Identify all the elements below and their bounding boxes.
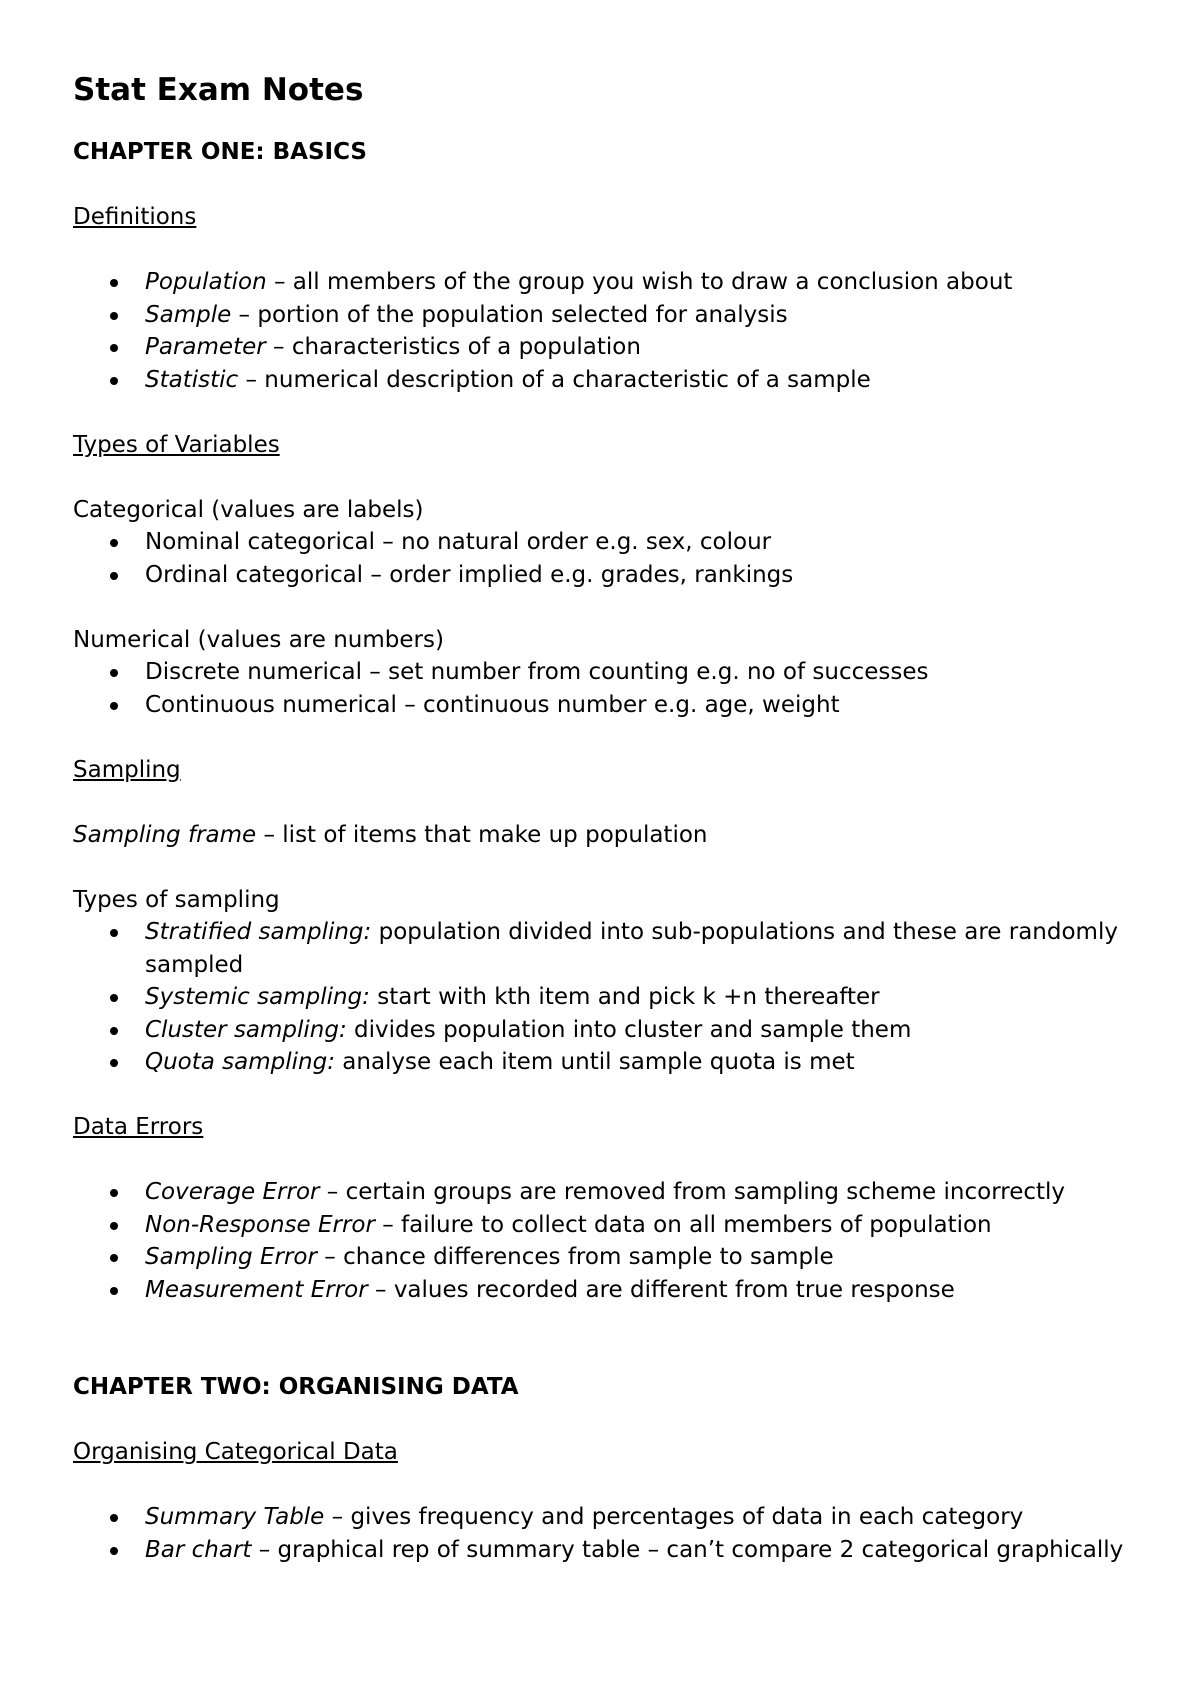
description: – graphical rep of summary table – can’t compare 2 categorical graphically: [251, 1536, 1124, 1563]
term: Population: [145, 269, 267, 295]
description: population divided into sub-populations and these are randomly sampled: [145, 919, 1118, 978]
description: – chance differences from sample to sample: [316, 1244, 834, 1270]
errors-list: [73, 1176, 1153, 1306]
term: Systemic sampling:: [145, 984, 370, 1010]
description: – all members of the group you wish to draw a conclusion about: [266, 269, 1013, 295]
list-item: [73, 1014, 1153, 1047]
term: Sample: [145, 301, 232, 328]
definitions-list: [73, 266, 1153, 396]
numerical-label: Numerical (values are numbers): [73, 626, 444, 653]
description: – numerical description of a characteristic of a sample: [238, 366, 871, 393]
sampling-frame: [73, 819, 1153, 852]
list-item: [73, 331, 1153, 364]
term: Quota sampling:: [145, 1049, 335, 1075]
term: Sampling frame: [73, 821, 257, 848]
term: Cluster sampling:: [145, 1016, 347, 1043]
list-item: [73, 1274, 1153, 1307]
description: start with kth item and pick k +n thereafter: [369, 984, 880, 1010]
description: – portion of the population selected for analysis: [231, 301, 788, 328]
list-item: [73, 1209, 1153, 1242]
list-item: [73, 1241, 1153, 1274]
list-item: [73, 364, 1153, 397]
term: Parameter: [145, 334, 266, 360]
list-item: Nominal categorical – no natural order e.g. sex, colour: [73, 526, 1153, 559]
list-item: [73, 1501, 1153, 1534]
list-item: [73, 916, 1153, 981]
description: – characteristics of a population: [265, 334, 641, 360]
term: Statistic: [145, 366, 239, 393]
description: – gives frequency and percentages of data in each category: [324, 1504, 1024, 1530]
list-item: Discrete numerical – set number from counting e.g. no of successes: [73, 656, 1153, 689]
description: divides population into cluster and sample them: [346, 1016, 912, 1043]
sampling-list: [73, 916, 1153, 1079]
term: Summary Table: [145, 1504, 325, 1530]
description: – list of items that make up population: [256, 821, 708, 848]
term: Coverage Error: [145, 1179, 320, 1205]
list-item: Ordinal categorical – order implied e.g. grades, rankings: [73, 559, 1153, 592]
term: Measurement Error: [145, 1276, 368, 1303]
list-item: Continuous numerical – continuous number e.g. age, weight: [73, 689, 1153, 722]
chapter-two-heading: CHAPTER TWO: ORGANISING DATA: [73, 1374, 519, 1400]
term: Non-Response Error: [145, 1211, 375, 1238]
term: Bar chart: [145, 1536, 252, 1563]
description: – certain groups are removed from sampling scheme incorrectly: [319, 1179, 1066, 1205]
term: Stratified sampling:: [145, 919, 372, 945]
categorical-list: [73, 526, 1153, 591]
term: Sampling Error: [145, 1244, 317, 1270]
chapter-one-heading: CHAPTER ONE: BASICS: [73, 139, 367, 165]
organising-categorical-list: [73, 1501, 1153, 1566]
list-item: [73, 266, 1153, 299]
data-errors-heading: Data Errors: [73, 1114, 204, 1140]
sampling-types-label: Types of sampling: [73, 886, 280, 913]
list-item: [73, 1046, 1153, 1079]
categorical-label: Categorical (values are labels): [73, 496, 424, 523]
description: analyse each item until sample quota is met: [334, 1049, 855, 1075]
variables-heading: Types of Variables: [73, 431, 280, 458]
sampling-heading: Sampling: [73, 756, 181, 783]
list-item: [73, 1176, 1153, 1209]
description: – values recorded are different from true response: [367, 1276, 955, 1303]
numerical-list: [73, 656, 1153, 721]
list-item: [73, 299, 1153, 332]
list-item: [73, 981, 1153, 1014]
list-item: [73, 1534, 1153, 1567]
organising-categorical-heading: Organising Categorical Data: [73, 1439, 398, 1465]
document-content: [73, 70, 1153, 1566]
description: – failure to collect data on all members of population: [374, 1211, 992, 1238]
page-title: Stat Exam Notes: [73, 72, 364, 108]
definitions-heading: Definitions: [73, 204, 197, 230]
